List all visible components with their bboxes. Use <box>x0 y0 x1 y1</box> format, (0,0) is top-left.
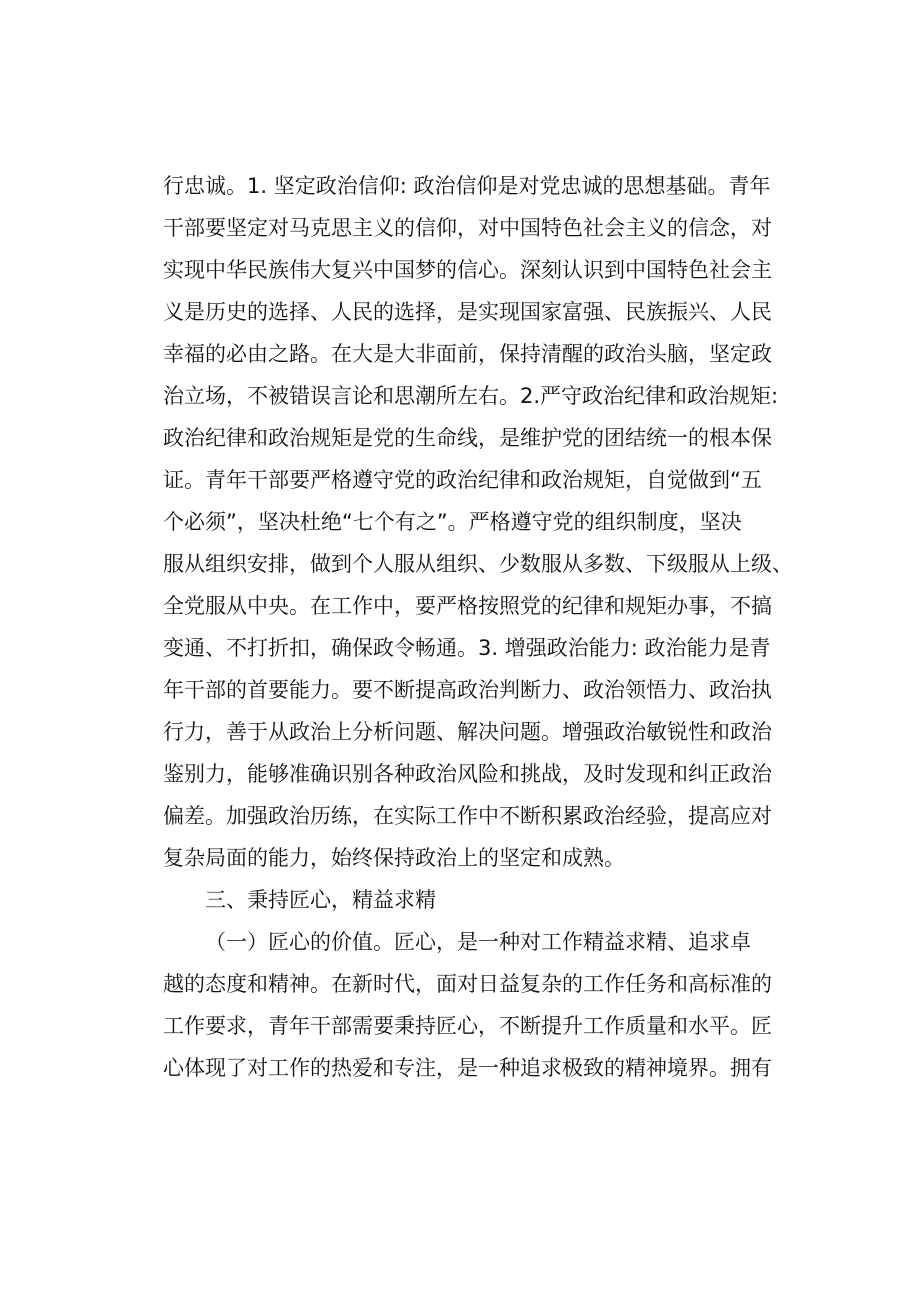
body-line: 证。青年干部要严格遵守党的政治纪律和政治规矩，自觉做到“五 <box>163 468 762 492</box>
subsection-paragraph-start: （一）匠心的价值。匠心，是一种对工作精益求精、追求卓 <box>205 930 751 954</box>
body-line: 工作要求，青年干部需要秉持匠心，不断提升工作质量和水平。匠 <box>163 1014 772 1038</box>
body-line: 复杂局面的能力，始终保持政治上的坚定和成熟。 <box>163 846 625 870</box>
body-line: 年干部的首要能力。要不断提高政治判断力、政治领悟力、政治执 <box>163 678 772 702</box>
body-line: 政治纪律和政治规矩是党的生命线，是维护党的团结统一的根本保 <box>163 426 772 450</box>
body-line: 治立场，不被错误言论和思潮所左右。2.严守政治纪律和政治规矩: <box>163 384 779 408</box>
body-line: 心体现了对工作的热爱和专注，是一种追求极致的精神境界。拥有 <box>163 1056 772 1080</box>
body-line: 越的态度和精神。在新时代，面对日益复杂的工作任务和高标准的 <box>163 972 772 996</box>
body-line: 偏差。加强政治历练，在实际工作中不断积累政治经验，提高应对 <box>163 804 772 828</box>
body-line: 行忠诚。1. 坚定政治信仰: 政治信仰是对党忠诚的思想基础。青年 <box>163 174 771 198</box>
body-line: 行力，善于从政治上分析问题、解决问题。增强政治敏锐性和政治 <box>163 720 772 744</box>
body-line: 干部要坚定对马克思主义的信仰，对中国特色社会主义的信念，对 <box>163 216 772 240</box>
body-line: 全党服从中央。在工作中，要严格按照党的纪律和规矩办事，不搞 <box>163 594 772 618</box>
body-line: 鉴别力，能够准确识别各种政治风险和挑战，及时发现和纠正政治 <box>163 762 772 786</box>
section-heading: 三、秉持匠心，精益求精 <box>205 888 436 912</box>
body-line: 个必须”，坚决杜绝“七个有之”。严格遵守党的组织制度，坚决 <box>163 510 742 534</box>
document-body <box>163 165 803 1089</box>
body-line: 实现中华民族伟大复兴中国梦的信心。深刻认识到中国特色社会主 <box>163 258 772 282</box>
body-line: 服从组织安排，做到个人服从组织、少数服从多数、下级服从上级、 <box>163 552 793 576</box>
body-line: 义是历史的选择、人民的选择，是实现国家富强、民族振兴、人民 <box>163 300 772 324</box>
body-line: 变通、不打折扣，确保政令畅通。3. 增强政治能力: 政治能力是青 <box>163 636 771 660</box>
body-line: 幸福的必由之路。在大是大非面前，保持清醒的政治头脑，坚定政 <box>163 342 772 366</box>
